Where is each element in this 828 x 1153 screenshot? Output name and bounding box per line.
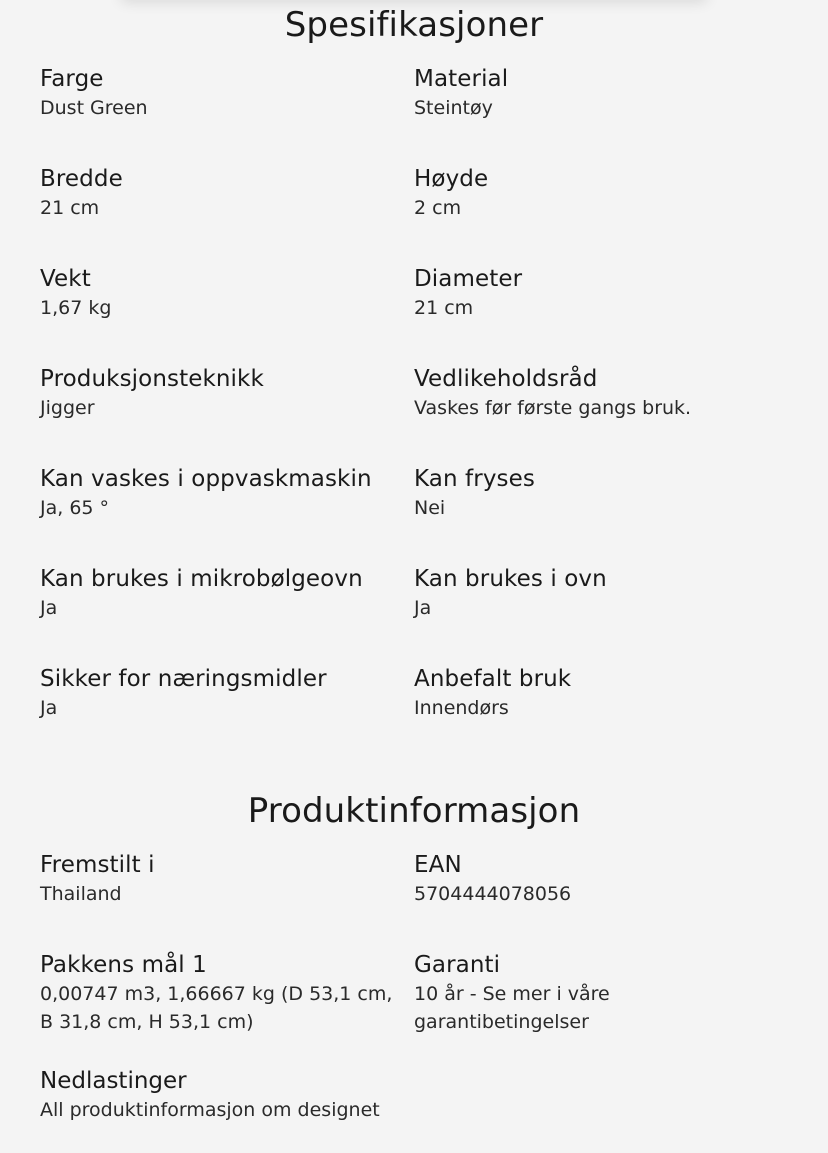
- spec-label: Produksjonsteknikk: [40, 366, 264, 392]
- spec-value: Ja: [40, 697, 58, 719]
- spec-label: Diameter: [414, 266, 523, 292]
- info-item-warranty: [414, 938, 788, 1066]
- spec-item-freezer: [414, 452, 788, 552]
- product-info-grid: [0, 838, 828, 1066]
- spec-label: Vedlikeholdsråd: [414, 366, 598, 392]
- spec-label: Vekt: [40, 266, 91, 292]
- spec-item-width: [40, 152, 414, 252]
- spec-value: 21 cm: [40, 197, 100, 219]
- spec-label: Kan brukes i mikrobølgeovn: [40, 566, 363, 592]
- info-value: 0,00747 m3, 1,66667 kg (D 53,1 cm, B 31,8 cm, H 53,1 cm): [40, 983, 393, 1033]
- spec-value: Vaskes før første gangs bruk.: [414, 397, 692, 419]
- spec-item-oven: [414, 552, 788, 652]
- info-label: EAN: [414, 852, 462, 878]
- info-item-ean: [414, 838, 788, 938]
- specifications-title: Spesifikasjoner: [284, 5, 544, 45]
- spec-value: Nei: [414, 497, 446, 519]
- downloads-label: Nedlastinger: [40, 1068, 187, 1094]
- spec-value: Ja, 65 °: [40, 497, 110, 519]
- spec-value: 2 cm: [414, 197, 462, 219]
- spec-item-food-safe: [40, 652, 414, 752]
- specifications-grid: [0, 52, 828, 752]
- spec-item-color: [40, 52, 414, 152]
- info-label: Pakkens mål 1: [40, 952, 207, 978]
- spec-label: Sikker for næringsmidler: [40, 666, 327, 692]
- spec-item-dishwasher: [40, 452, 414, 552]
- spec-value: Jigger: [40, 397, 95, 419]
- info-label: Fremstilt i: [40, 852, 155, 878]
- spec-label: Kan brukes i ovn: [414, 566, 607, 592]
- spec-value: Innendørs: [414, 697, 509, 719]
- spec-item-production-technique: [40, 352, 414, 452]
- info-item-package-size: [40, 938, 414, 1066]
- spec-item-care-advice: [414, 352, 788, 452]
- product-info-title: Produktinformasjon: [247, 791, 581, 831]
- spec-item-microwave: [40, 552, 414, 652]
- spec-value: Ja: [40, 597, 58, 619]
- info-value: 5704444078056: [414, 883, 572, 905]
- info-value: 10 år - Se mer i våre garantibetingelser: [414, 983, 610, 1033]
- spec-value: Dust Green: [40, 97, 148, 119]
- spec-value: 21 cm: [414, 297, 474, 319]
- info-value: Thailand: [40, 883, 122, 905]
- spec-item-height: [414, 152, 788, 252]
- downloads-link[interactable]: All produktinformasjon om designet: [40, 1099, 380, 1121]
- spec-item-weight: [40, 252, 414, 352]
- spec-value: 1,67 kg: [40, 297, 112, 319]
- spec-value: Steintøy: [414, 97, 493, 119]
- spec-label: Anbefalt bruk: [414, 666, 572, 692]
- spec-value: Ja: [414, 597, 432, 619]
- spec-label: Høyde: [414, 166, 489, 192]
- spec-label: Bredde: [40, 166, 123, 192]
- spec-label: Material: [414, 66, 509, 92]
- downloads-section: [0, 1066, 828, 1124]
- info-label: Garanti: [414, 952, 501, 978]
- info-item-made-in: [40, 838, 414, 938]
- spec-item-diameter: [414, 252, 788, 352]
- spec-label: Kan fryses: [414, 466, 535, 492]
- spec-item-material: [414, 52, 788, 152]
- spec-item-recommended-use: [414, 652, 788, 752]
- spec-label: Kan vaskes i oppvaskmaskin: [40, 466, 372, 492]
- spec-label: Farge: [40, 66, 104, 92]
